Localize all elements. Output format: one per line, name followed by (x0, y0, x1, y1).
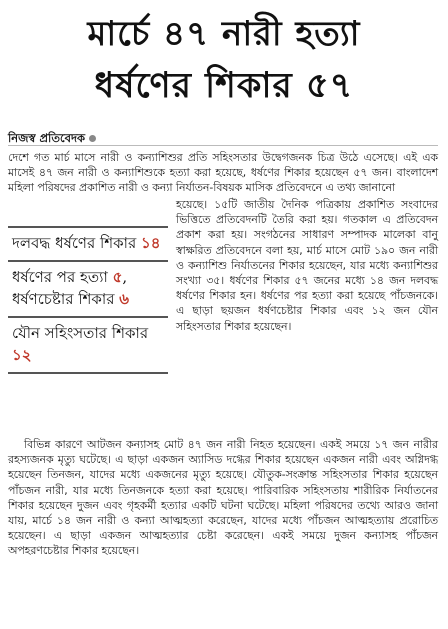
headline-line-2: ধর্ষণের শিকার ৫৭ (94, 65, 354, 106)
right-column-paragraph: হয়েছে। ১৫টি জাতীয় দৈনিক পত্রিকায় প্রকাশিত সংবাদের ভিত্তিতে প্রতিবেদনটি তৈরি করা হয়। গতকাল এ প্রতিবেদন প্রকাশ করা হয়। সংগঠনের সাধারণ সম্পাদক মালেকা বানু স্বাক্ষরিত প্রতিবেদনে বলা হয়, মার্চ মাসে মোট ১৯০ জন নারী ও কন্যাশিশু নির্যাতনের শিকার হয়েছেন, যার মধ্যে কন্যাশিশুর সংখ্যা ৩৫। ধর্ষণের শিকার ৫৭ জনের মধ্যে ১৪ জন দলবদ্ধ ধর্ষণের শিকার হন। ধর্ষণের পর হত্যা করা হয়েছে পাঁচজনকে। এ ছাড়া ছয়জন ধর্ষণচেষ্টার শিকার এবং ১২ জন যৌন সহিংসতার শিকার হয়েছেন। (176, 198, 438, 333)
sidebar-number: ১২ (12, 346, 32, 364)
stats-sidebar (8, 226, 168, 374)
sidebar-box-sexual-violence (8, 316, 168, 374)
headline-line-1: মার্চে ৪৭ নারী হত্যা (87, 14, 361, 54)
sidebar-label: যৌন সহিংসতার শিকার (12, 324, 149, 342)
sidebar-box-murder-after-rape (8, 260, 168, 316)
sidebar-number: ৫ (112, 268, 123, 286)
bullet-icon (89, 135, 96, 142)
byline (8, 130, 96, 149)
sidebar-box-gang-rape (8, 226, 168, 260)
divider (8, 145, 438, 146)
bottom-paragraph-text: বিভিন্ন কারণে আটজন কন্যাসহ মোট ৪৭ জন নারী নিহত হয়েছেন। একই সময়ে ১৭ জন নারীর রহস্যজনক মৃত্যু ঘটেছে। এ ছাড়া একজন অ্যাসিড দগ্ধের শিকার হয়েছেন একজন নারী এবং অগ্নিদগ্ধ হয়েছেন তিনজন, যাদের মধ্যে একজনের মৃত্যু হয়েছে। যৌতুক-সংক্রান্ত সহিংসতার শিকার হয়েছেন পাঁচজন নারী, যার মধ্যে তিনজনকে হত্যা করা হয়েছে। পারিবারিক সহিংসতায় শারীরিক নির্যাতনের শিকার হয়েছেন দুজন এবং গৃহকর্মী হত্যার একটি ঘটনা ঘটেছে। মহিলা পরিষদের তথ্যে আরও জানা যায়, মার্চে ১৪ জন নারী ও কন্যা আত্মহত্যা করেছেন, যাদের মধ্যে পাঁচজন আত্মহত্যায় প্ররোচিত হয়েছেন। এ ছাড়া একজন আত্মহত্যার চেষ্টা করেছেন। একই সময়ে দুজন কন্যাসহ পাঁচজন অপহরণচেষ্টার শিকার হয়েছেন। (8, 438, 438, 558)
intro-paragraph: দেশে গত মার্চ মাসে নারী ও কন্যাশিশুর প্রতি সহিংসতার উদ্বেগজনক চিত্র উঠে এসেছে। এই এক মাসেই ৪৭ জন নারী ও কন্যাশিশুকে হত্যা করা হয়েছে, ধর্ষণের শিকার হয়েছেন ৫৭ জন। বাংলাদেশ মহিলা পরিষদের প্রকাশিত নারী ও কন্যা নির্যাতন-বিষয়ক মাসিক প্রতিবেদনে এ তথ্য জানানো (8, 151, 438, 195)
sidebar-number-2: ৬ (119, 290, 130, 308)
sidebar-label-2: , ধর্ষণচেষ্টার শিকার (12, 268, 128, 308)
sidebar-label: দলবদ্ধ ধর্ষণের শিকার (12, 234, 137, 252)
sidebar-number: ১৪ (141, 234, 161, 252)
bottom-paragraph (8, 437, 438, 559)
sidebar-label: ধর্ষণের পর হত্যা (12, 268, 108, 286)
byline-text: নিজস্ব প্রতিবেদক (8, 131, 86, 145)
